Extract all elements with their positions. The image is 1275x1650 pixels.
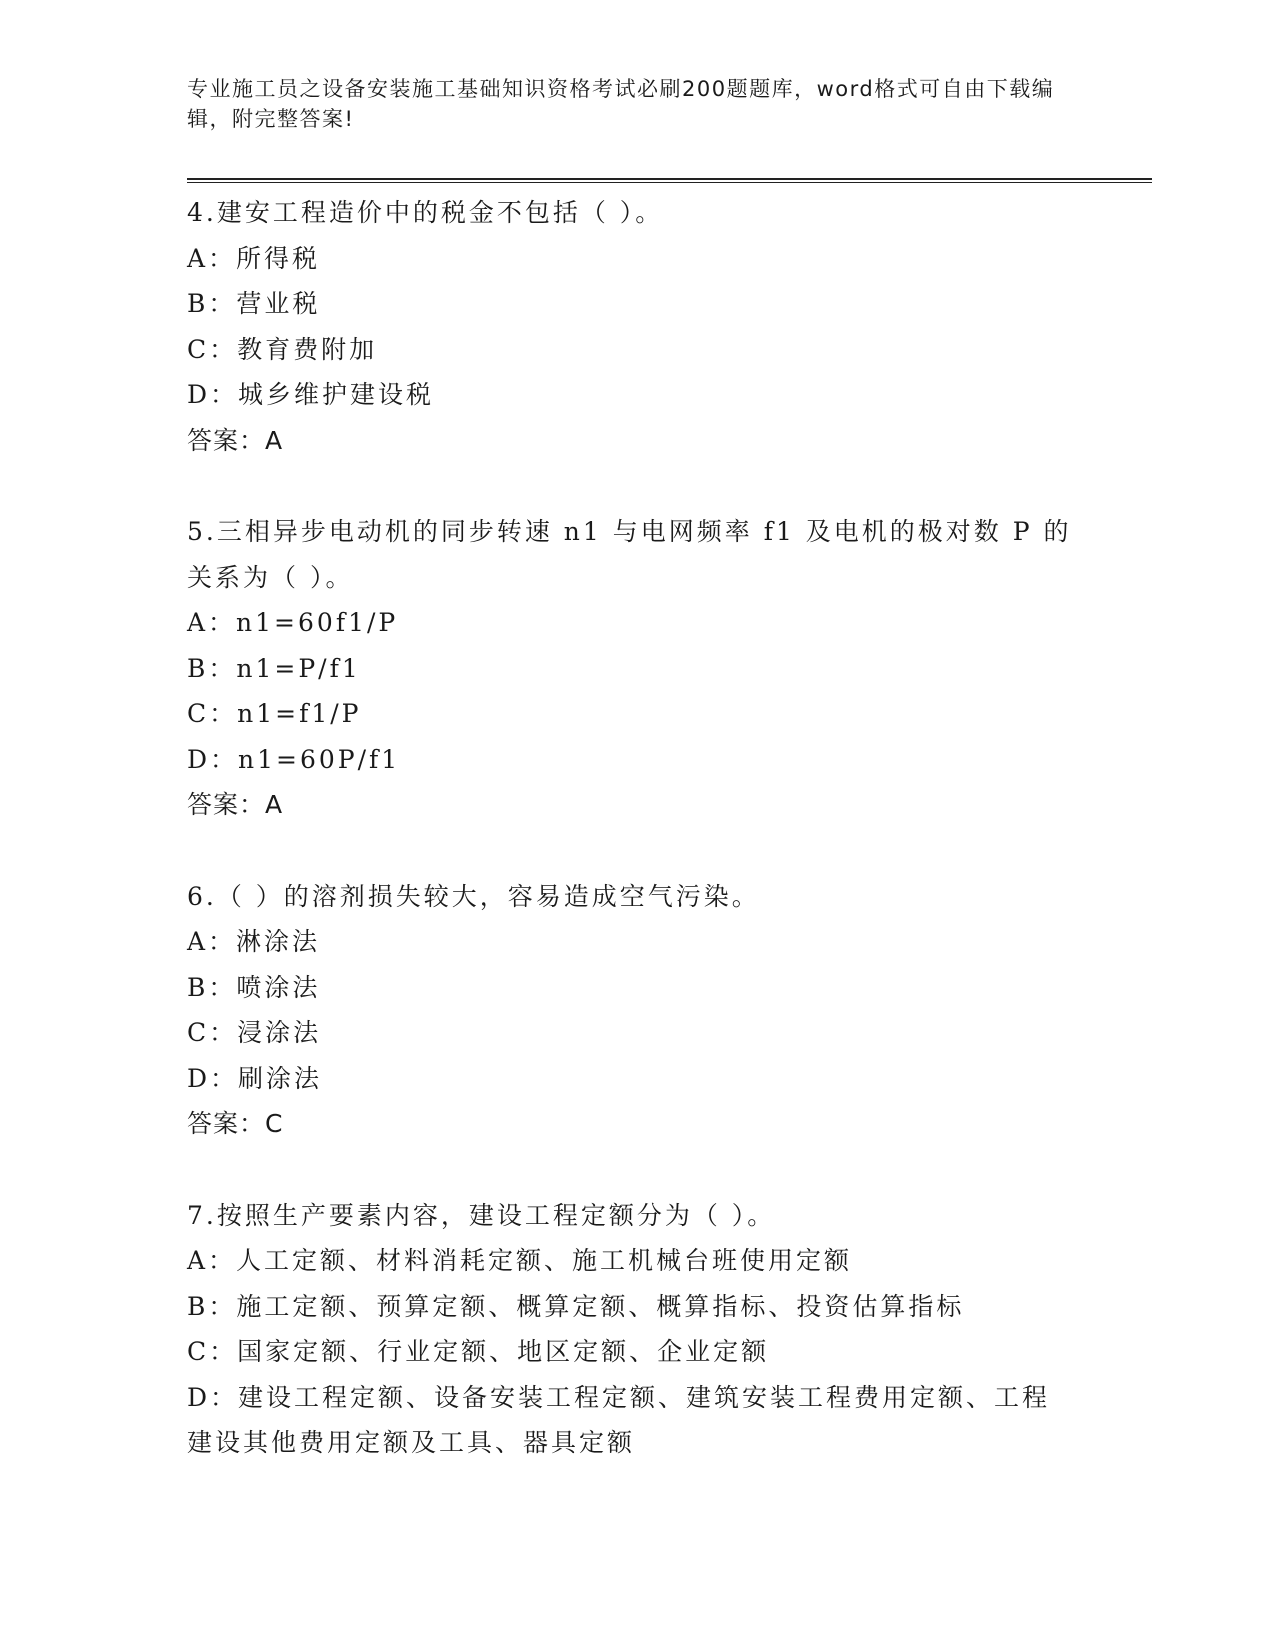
option-a: A：淋涂法 — [187, 927, 321, 956]
option-b: B：施工定额、预算定额、概算定额、概算指标、投资估算指标 — [187, 1291, 965, 1321]
header-divider — [187, 178, 1152, 183]
option-d: D：n1=60P/f1 — [187, 744, 401, 774]
question-stem: 5.三相异步电动机的同步转速 n1 与电网频率 f1 及电机的极对数 P 的 — [187, 517, 1072, 546]
option-b: B：营业税 — [187, 289, 321, 318]
option-b: B：n1=P/f1 — [187, 653, 361, 683]
option-c: C：国家定额、行业定额、地区定额、企业定额 — [187, 1337, 770, 1366]
option-a: A：n1=60f1/P — [187, 608, 399, 637]
option-a: A：所得税 — [187, 243, 321, 273]
option-a: A：人工定额、材料消耗定额、施工机械台班使用定额 — [187, 1246, 853, 1275]
option-d-continued: 建设其他费用定额及工具、器具定额 — [187, 1428, 636, 1457]
question-list — [187, 190, 1152, 1512]
question-5 — [187, 509, 1152, 828]
question-stem: 6.（ ）的溶剂损失较大，容易造成空气污染。 — [187, 881, 760, 911]
question-4 — [187, 190, 1152, 463]
question-stem: 7.按照生产要素内容，建设工程定额分为（ ）。 — [187, 1200, 776, 1230]
document-header: 专业施工员之设备安装施工基础知识资格考试必刷200题题库，word格式可自由下载编辑，附完整答案! — [187, 77, 1055, 131]
option-c: C：浸涂法 — [187, 1018, 322, 1047]
question-7 — [187, 1193, 1152, 1466]
question-stem-continued: 关系为（ ）。 — [187, 562, 354, 592]
question-stem: 4.建安工程造价中的税金不包括（ ）。 — [187, 198, 664, 227]
question-6 — [187, 874, 1152, 1147]
option-d: D：建设工程定额、设备安装工程定额、建筑安装工程费用定额、工程 — [187, 1382, 1051, 1412]
answer: 答案：A — [187, 425, 284, 455]
option-d: D：城乡维护建设税 — [187, 380, 435, 409]
option-c: C：n1=f1/P — [187, 699, 362, 728]
answer: 答案：A — [187, 790, 284, 819]
option-b: B：喷涂法 — [187, 972, 321, 1002]
option-c: C：教育费附加 — [187, 334, 378, 364]
answer: 答案：C — [187, 1109, 284, 1138]
option-d: D：刷涂法 — [187, 1063, 323, 1093]
